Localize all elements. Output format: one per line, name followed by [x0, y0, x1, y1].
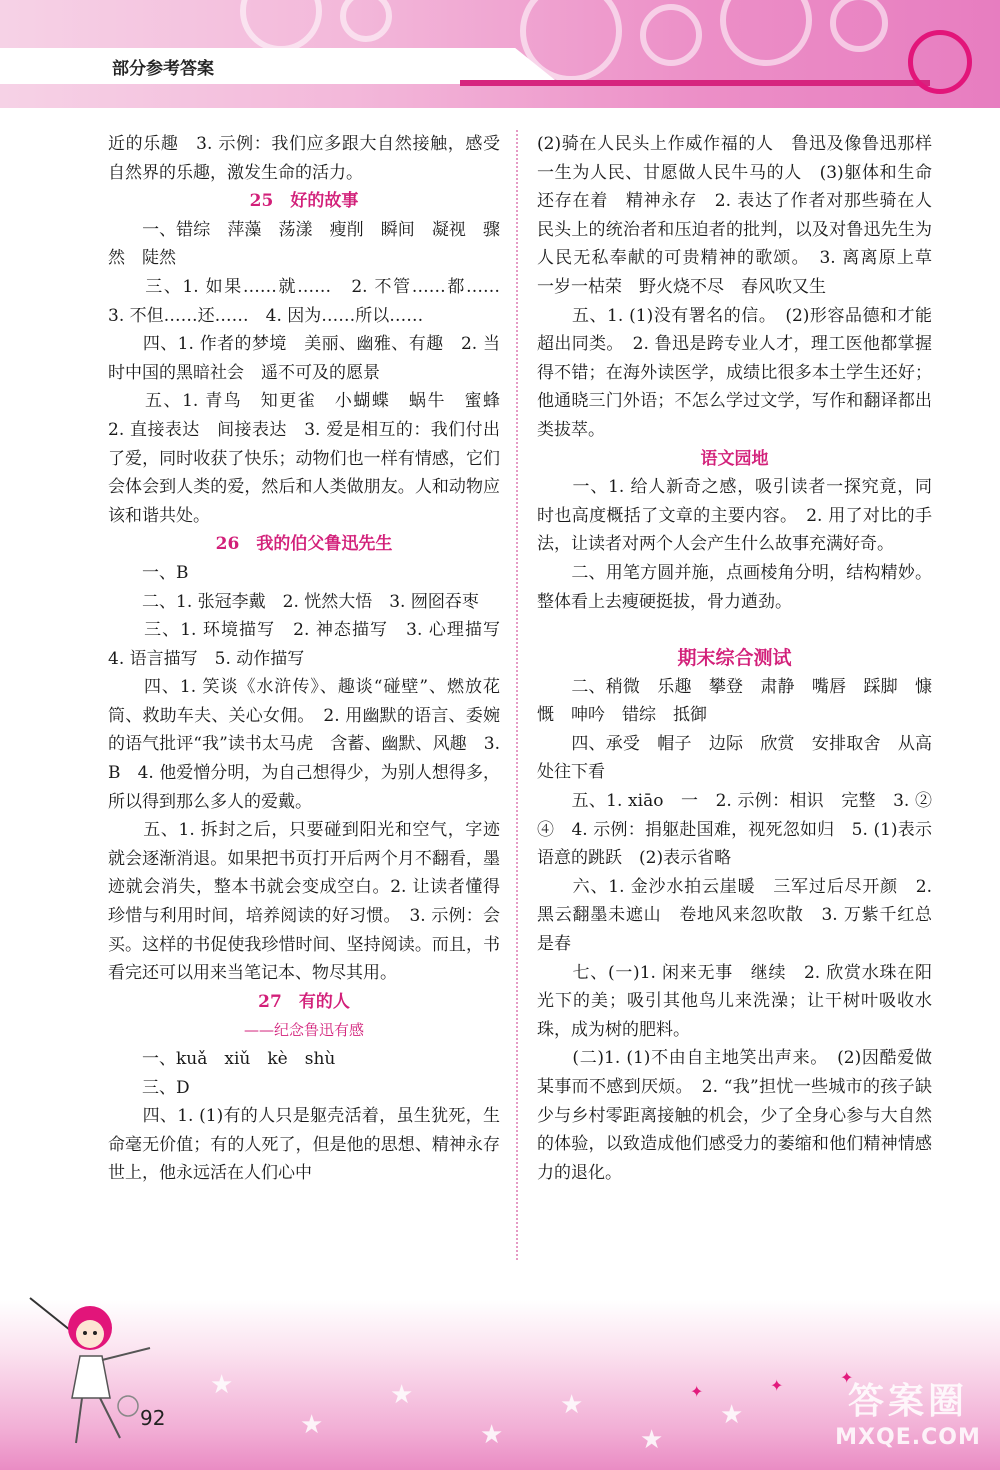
watermark-url: MXQE.COM: [835, 1425, 981, 1450]
answer-paragraph: 二、1. 张冠李戴 2. 恍然大悟 3. 囫囵吞枣: [108, 591, 479, 612]
header-rule: [460, 80, 930, 86]
decor-bubble: [640, 4, 702, 66]
star-icon: ✦: [690, 1382, 704, 1401]
answer-paragraph: 五、1. 拆封之后，只要碰到阳光和空气，字迹就会逐渐消退。如果把书页打开后两个月不翻看，墨迹就会消失，整本书就会变成空白。2. 让读者懂得珍惜与利用时间，培养阅读的好习惯。 3. 示例：会买。这样的书促使我珍惜时间、坚持阅读。而且，书看完还可以用来当笔记本、物尽其用。: [108, 820, 500, 984]
answer-paragraph: 六、1. 金沙水拍云崖暖 三军过后尽开颜 2. 黑云翻墨未遮山 卷地风来忽吹散 3. 万紫千红总是春: [537, 876, 938, 955]
answer-paragraph: 四、1. (1)有的人只是躯壳活着，虽生犹死，生命毫无价值；有的人死了，但是他的思想、精神永存世上，他永远活在人们心中: [108, 1106, 500, 1184]
answer-paragraph: 一、kuǎ xiǔ kè shù: [108, 1049, 336, 1069]
page-header-band: [0, 0, 1000, 108]
lesson-heading: 27 有的人: [258, 991, 350, 1012]
decor-bubble: [830, 0, 888, 52]
site-watermark: [828, 1380, 988, 1460]
answer-paragraph: 一、错综 萍藻 荡漾 瘦削 瞬间 凝视 骤然 陡然: [108, 219, 500, 269]
answer-paragraph: 四、承受 帽子 边际 欣赏 安排取舍 从高处往下看: [537, 733, 932, 783]
answer-paragraph: 三、1. 环境描写 2. 神态描写 3. 心理描写 4. 语言描写 5. 动作描写: [108, 620, 517, 669]
answer-paragraph: 三、D: [108, 1077, 190, 1098]
answer-paragraph: 七、(一)1. 闲来无事 继续 2. 欣赏水珠在阳光下的美；吸引其他鸟儿来洗澡；让干树叶吸收水珠，成为树的肥料。: [537, 962, 932, 1040]
lesson-heading: 语文园地: [700, 448, 769, 469]
page-number: 92: [140, 1406, 166, 1430]
column-divider: [516, 130, 518, 1260]
star-icon: ★: [640, 1425, 664, 1455]
right-column: [537, 130, 949, 1187]
left-column: [108, 130, 517, 1188]
answer-paragraph: 二、稍微 乐趣 攀登 肃静 嘴唇 踩脚 慷慨 呻吟 错综 抵御: [537, 676, 932, 726]
star-icon: ✦: [770, 1376, 784, 1395]
spacer: [537, 616, 932, 644]
answer-paragraph: (2)骑在人民头上作威作福的人 鲁迅及像鲁迅那样一生为人民、甘愿做人民牛马的人 (3)躯体和生命还存在着 精神永存 2. 表达了作者对那些骑在人民头上的统治者和压迫者的批判，以及对鲁迅先生为人民无私奉献的可贵精神的歌颂。 3. 离离原上草 一岁一枯荣 野火烧不尽 春风吹又生: [537, 134, 949, 297]
star-icon: ★: [300, 1410, 324, 1440]
star-icon: ★: [480, 1420, 504, 1450]
exam-heading: 期末综合测试: [677, 647, 792, 670]
answer-paragraph: 五、1. 青鸟 知更雀 小蝴蝶 蜗牛 蜜蜂 2. 直接表达 间接表达 3. 爱是相互的：我们付出了爱，同时收获了快乐；动物们也一样有情感，它们会体会到人类的爱，然后和人类做朋友。人和动物应该和谐共处。: [108, 391, 517, 526]
decor-bubble: [240, 0, 322, 52]
lesson-heading: 25 好的故事: [249, 191, 359, 212]
star-icon: ★: [560, 1390, 584, 1420]
answer-paragraph: 一、1. 给人新奇之感，吸引读者一探究竟，同时也高度概括了文章的主要内容。 2. 用了对比的手法，让读者对两个人会产生什么故事充满好奇。: [537, 477, 932, 555]
answer-paragraph: 近的乐趣 3. 示例：我们应多跟大自然接触，感受自然界的乐趣，激发生命的活力。: [108, 134, 500, 183]
decor-bubble: [720, 0, 812, 66]
girl-illustration-icon: [10, 1278, 210, 1458]
answer-paragraph: 三、1. 如果……就…… 2. 不管……都…… 3. 不但……还…… 4. 因为……所以……: [108, 276, 517, 326]
ring-icon: [908, 30, 972, 94]
answer-paragraph: 四、1. 作者的梦境 美丽、幽雅、有趣 2. 当时中国的黑暗社会 遥不可及的愿景: [108, 334, 500, 383]
star-icon: ★: [210, 1370, 234, 1400]
section-title: 部分参考答案: [112, 59, 214, 79]
lesson-subheading: ——纪念鲁迅有感: [243, 1021, 364, 1040]
answer-paragraph: 五、1. (1)没有署名的信。 (2)形容品德和才能超出同类。 2. 鲁迅是跨专业人才，理工医他都掌握得不错；在海外读医学，成绩比很多本土学生还好；他通晓三门外语；不怎么学过文学，写作和翻译都出类拔萃。: [537, 305, 932, 440]
star-icon: ✦: [840, 1368, 854, 1387]
header-label-strip: [0, 48, 560, 84]
watermark-logo-text: 答案圈: [847, 1381, 968, 1422]
decor-bubble: [340, 0, 392, 42]
answer-paragraph: 一、B: [108, 562, 189, 583]
answer-paragraph: 五、1. xiāo 一 2. 示例：相识 完整 3. ② ④ 4. 示例：捐躯赴国难，视死忽如归 5. (1)表示语意的跳跃 (2)表示省略: [537, 791, 949, 869]
star-icon: ★: [720, 1400, 744, 1430]
answer-paragraph: (二)1. (1)不由自主地笑出声来。 (2)因酷爱做某事而不感到厌烦。 2. “我”担忧一些城市的孩子缺少与乡村零距离接触的机会，少了全身心参与大自然的体验，以致造成他们感受力的萎缩和他们精神情感力的退化。: [537, 1048, 932, 1183]
answer-paragraph: 四、1. 笑谈《水浒传》、趣谈“碰壁”、燃放花筒、救助车夫、关心女佣。 2. 用幽默的语言、委婉的语气批评“我”读书太马虎 含蓄、幽默、风趣 3. B 4. 他爱憎分明，为自己想得少，为别人想得多，所以得到那么多人的爱戴。: [108, 677, 506, 812]
answer-paragraph: 二、用笔方圆并施，点画棱角分明，结构精妙。整体看上去瘦硬挺拔，骨力遒劲。: [537, 562, 932, 612]
lesson-heading: 26 我的伯父鲁迅先生: [215, 534, 393, 555]
star-icon: ★: [390, 1380, 414, 1410]
